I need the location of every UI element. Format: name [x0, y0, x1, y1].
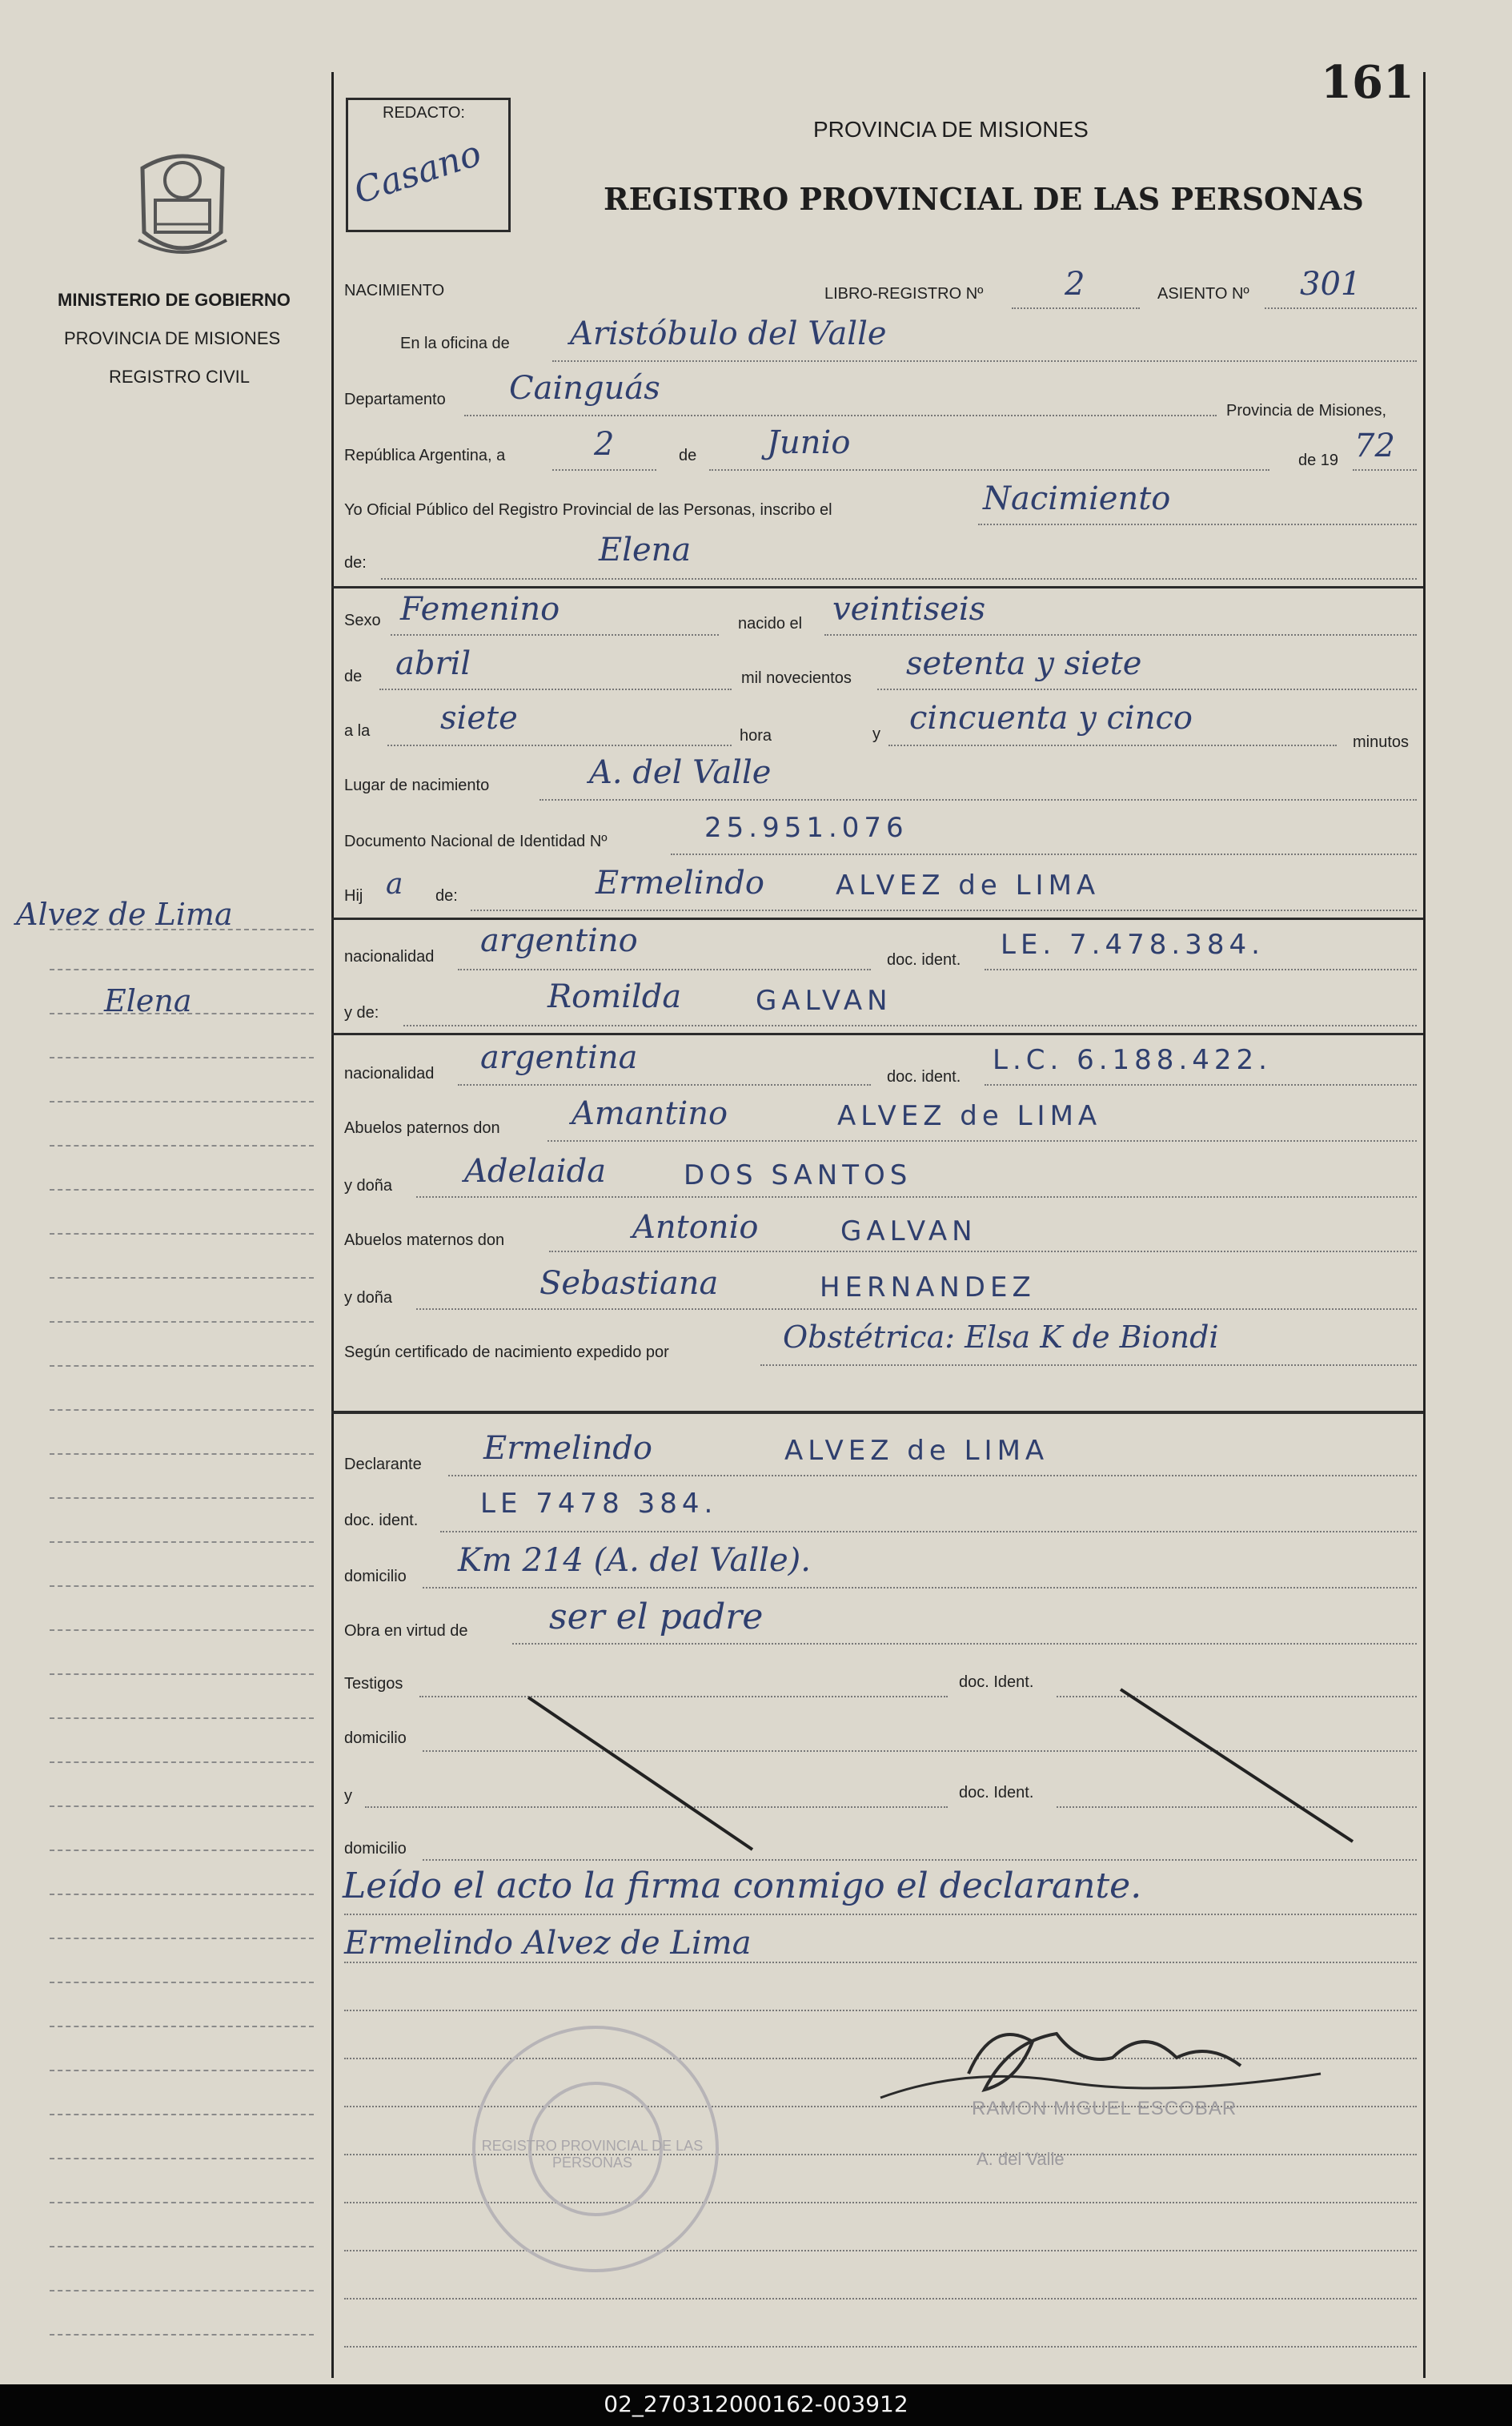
- certificado-value: Obstétrica: Elsa K de Biondi: [783, 1319, 1219, 1355]
- oficina-label: En la oficina de: [400, 335, 510, 352]
- abuela-paterna-first: Adelaida: [464, 1153, 607, 1190]
- obra-value: ser el padre: [549, 1597, 764, 1637]
- abuela-materna-last: HERNANDEZ: [820, 1271, 1036, 1303]
- sexo-label: Sexo: [344, 612, 381, 629]
- testigo-doc-label-2: doc. Ident.: [959, 1784, 1034, 1801]
- abuelo-paterno-first: Amantino: [572, 1095, 728, 1132]
- republica-label: República Argentina, a: [344, 447, 506, 464]
- closing-note: Leído el acto la firma conmigo el declarante.: [343, 1866, 1142, 1906]
- mil-label: mil novecientos: [741, 669, 852, 687]
- oficina-value: Aristóbulo del Valle: [570, 315, 887, 352]
- cancel-strokes: [512, 1681, 1393, 1874]
- minutos-label: minutos: [1353, 733, 1410, 751]
- sexo-value: Femenino: [400, 591, 560, 628]
- abuelo-paterno-last: ALVEZ de LIMA: [837, 1100, 1102, 1132]
- madre-nacionalidad-label: nacionalidad: [344, 1065, 435, 1082]
- padre-doc: LE. 7.478.384.: [1001, 929, 1265, 961]
- provincial-emblem-icon: [126, 144, 239, 264]
- mil-value: setenta y siete: [906, 645, 1142, 682]
- hora-label: hora: [740, 727, 772, 745]
- y-de-label: y de:: [344, 1004, 379, 1022]
- declarante-label: Declarante: [344, 1456, 422, 1473]
- testigo-domicilio-label-2: domicilio: [344, 1840, 407, 1858]
- abuelo-materno-first: Antonio: [632, 1209, 759, 1246]
- abuela-materna-label: y doña: [344, 1289, 393, 1307]
- nacido-mes-value: abril: [395, 645, 471, 682]
- madre-doc-label: doc. ident.: [887, 1068, 961, 1086]
- declarante-doc-label: doc. ident.: [344, 1512, 419, 1529]
- anio-label: de 19: [1298, 452, 1339, 469]
- y-label: y: [872, 725, 880, 743]
- registry-label: REGISTRO CIVIL: [109, 367, 251, 387]
- stamp-line2: A. del Valle: [977, 2149, 1065, 2169]
- province-label-left: PROVINCIA DE MISIONES: [64, 328, 281, 348]
- padre-nacionalidad: argentino: [480, 922, 638, 959]
- ministry-label: MINISTERIO DE GOBIERNO: [58, 290, 291, 310]
- right-border-line: [1423, 72, 1426, 2378]
- padre-last: ALVEZ de LIMA: [836, 870, 1101, 902]
- abuelos-paternos-label: Abuelos paternos don: [344, 1119, 500, 1137]
- left-border-line: [331, 72, 334, 2378]
- madre-nacionalidad: argentina: [480, 1039, 638, 1076]
- abuela-materna-first: Sebastiana: [539, 1265, 719, 1302]
- hija-de-label: de:: [435, 887, 458, 905]
- a-la-label: a la: [344, 722, 371, 740]
- page-number: 161: [1321, 56, 1414, 109]
- testigos-label: Testigos: [344, 1675, 403, 1693]
- lugar-label: Lugar de nacimiento: [344, 777, 490, 794]
- officer-signature-icon: [872, 2010, 1345, 2106]
- redacto-signature: Casano: [349, 132, 487, 213]
- declarante-first: Ermelindo: [483, 1430, 652, 1467]
- abuelos-maternos-label: Abuelos maternos don: [344, 1231, 505, 1249]
- declarante-domicilio-value: Km 214 (A. del Valle).: [458, 1542, 811, 1579]
- madre-doc: L.C. 6.188.422.: [993, 1044, 1272, 1076]
- oficial-value: Nacimiento: [983, 480, 1171, 517]
- margin-note-surname: Alvez de Lima: [16, 897, 233, 932]
- asiento-label: ASIENTO Nº: [1157, 285, 1249, 303]
- nacimiento-label: NACIMIENTO: [344, 282, 445, 299]
- testigo-domicilio-label-1: domicilio: [344, 1729, 407, 1747]
- declarante-signature: Ermelindo Alvez de Lima: [344, 1925, 752, 1962]
- hija-label: Hij: [344, 887, 363, 905]
- anio-value: 72: [1354, 428, 1395, 464]
- obra-label: Obra en virtud de: [344, 1622, 468, 1640]
- madre-first: Romilda: [547, 978, 682, 1015]
- seal-text: REGISTRO PROVINCIAL DE LAS PERSONAS: [481, 2138, 704, 2171]
- asiento-value: 301: [1300, 266, 1362, 303]
- testigo-y-label: y: [344, 1787, 352, 1805]
- margin-note-name: Elena: [104, 983, 192, 1018]
- departamento-value: Cainguás: [509, 370, 660, 407]
- dni-value: 25.951.076: [704, 812, 908, 844]
- de-label: de: [679, 447, 697, 464]
- de-mes-label: de: [344, 668, 363, 685]
- de-nombre-label: de:: [344, 554, 367, 572]
- padre-nacionalidad-label: nacionalidad: [344, 948, 435, 966]
- dni-label: Documento Nacional de Identidad Nº: [344, 833, 608, 850]
- dia-value: 2: [594, 426, 615, 463]
- departamento-label: Departamento: [344, 391, 446, 408]
- oficial-label: Yo Oficial Público del Registro Provincial de las Personas, inscribo el: [344, 501, 832, 519]
- abuela-paterna-label: y doña: [344, 1177, 393, 1195]
- minutos-value: cincuenta y cinco: [909, 700, 1193, 737]
- padre-first: Ermelindo: [596, 865, 764, 902]
- province-title: PROVINCIA DE MISIONES: [813, 117, 1089, 142]
- declarante-last: ALVEZ de LIMA: [784, 1435, 1049, 1467]
- lugar-value: A. del Valle: [589, 754, 772, 791]
- nacido-label: nacido el: [738, 615, 803, 633]
- mes-value: Junio: [767, 424, 851, 461]
- stamp-name: RAMON MIGUEL ESCOBAR: [972, 2098, 1237, 2119]
- provincia-suffix: Provincia de Misiones,: [1226, 402, 1387, 420]
- declarante-doc-value: LE 7478 384.: [480, 1488, 718, 1520]
- nacido-value: veintiseis: [832, 591, 986, 628]
- libro-value: 2: [1065, 266, 1085, 303]
- abuelo-materno-last: GALVAN: [840, 1215, 977, 1247]
- nombre-value: Elena: [599, 532, 692, 568]
- redacto-label: REDACTO:: [383, 104, 465, 122]
- hora-value: siete: [440, 700, 518, 737]
- testigo-doc-label-1: doc. Ident.: [959, 1673, 1034, 1691]
- libro-label: LIBRO-REGISTRO Nº: [824, 285, 984, 303]
- madre-last: GALVAN: [756, 985, 892, 1017]
- certificado-label: Según certificado de nacimiento expedido por: [344, 1344, 669, 1361]
- abuela-paterna-last: DOS SANTOS: [684, 1159, 912, 1191]
- file-id-label: 02_270312000162-003912: [604, 2391, 908, 2417]
- registry-title: REGISTRO PROVINCIAL DE LAS PERSONAS: [604, 181, 1364, 217]
- declarante-domicilio-label: domicilio: [344, 1568, 407, 1585]
- padre-doc-label: doc. ident.: [887, 951, 961, 969]
- hija-suffix: a: [386, 868, 403, 901]
